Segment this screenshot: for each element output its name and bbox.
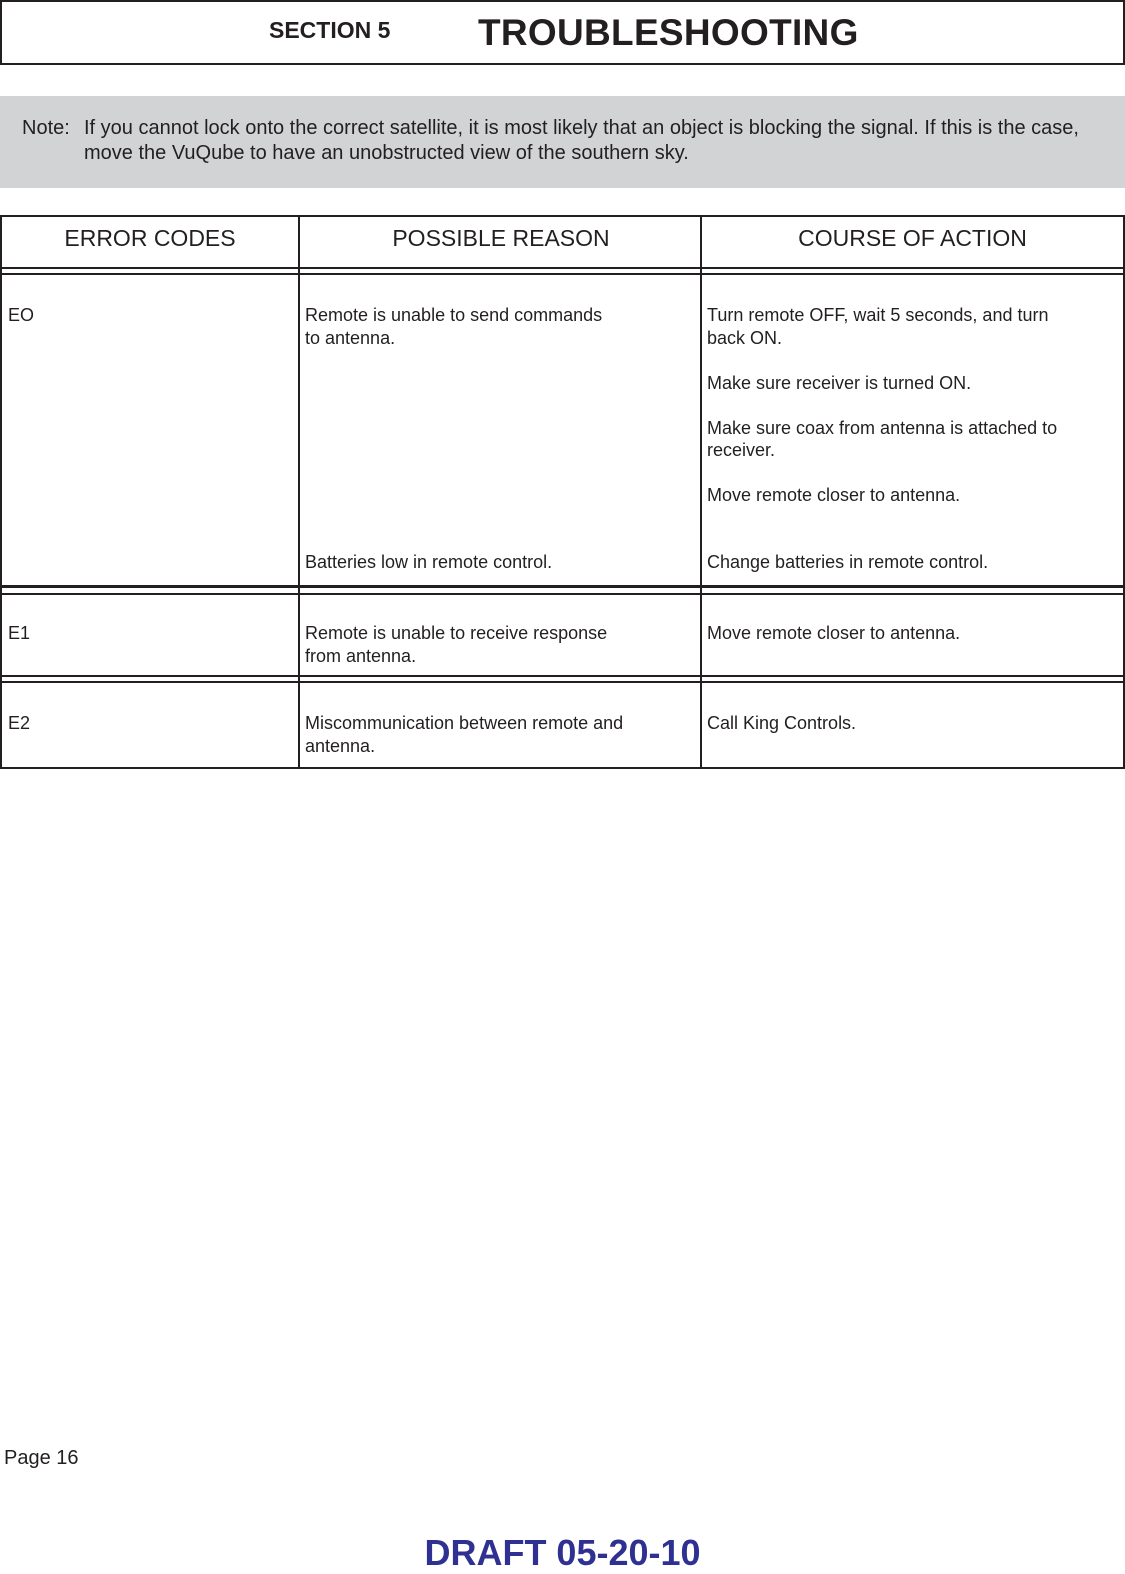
column-divider — [298, 215, 300, 769]
course-of-action: Call King Controls. — [707, 713, 857, 733]
table-rule-bottom — [0, 767, 1125, 769]
error-code: EO — [8, 305, 35, 325]
column-header-error-codes: ERROR CODES — [64, 225, 236, 251]
section-header — [0, 0, 1125, 65]
course-of-action: Move remote closer to antenna. — [707, 623, 961, 643]
table-rule — [0, 593, 1125, 595]
table-rule — [0, 585, 1125, 588]
table-rule — [0, 681, 1125, 683]
note-text: If you cannot lock onto the correct satellite, it is most likely that an object is blocking the signal. If this is the case, move the VuQube to have an unobstructed view of the southern sky. — [84, 117, 1079, 164]
table-rule — [0, 267, 1125, 269]
section-label: SECTION 5 — [269, 17, 391, 43]
possible-reason: Remote is unable to send commands to antenna. — [305, 305, 603, 348]
table-border-left — [0, 215, 2, 769]
page-title: TROUBLESHOOTING — [478, 12, 859, 53]
column-header-possible-reason: POSSIBLE REASON — [392, 225, 610, 251]
possible-reason: Batteries low in remote control. — [305, 552, 553, 572]
page-number: Page 16 — [4, 1447, 79, 1469]
column-header-course-of-action: COURSE OF ACTION — [798, 225, 1027, 251]
draft-stamp: DRAFT 05-20-10 — [424, 1532, 701, 1573]
table-rule — [0, 273, 1125, 275]
table-rule-top — [0, 215, 1125, 217]
table-rule — [0, 675, 1125, 677]
note-label: Note: — [22, 117, 70, 139]
course-of-action: Change batteries in remote control. — [707, 552, 989, 572]
error-code: E1 — [8, 623, 31, 643]
possible-reason: Remote is unable to receive response from antenna. — [305, 623, 608, 666]
column-divider — [700, 215, 702, 769]
error-code: E2 — [8, 713, 31, 733]
note-box — [0, 96, 1125, 188]
possible-reason: Miscommunication between remote and antenna. — [305, 713, 624, 756]
course-of-action: Turn remote OFF, wait 5 seconds, and turn back ON. Make sure receiver is turned ON. Make sure coax from antenna is attached to receiver. Move remote closer to antenna. — [707, 305, 1058, 505]
